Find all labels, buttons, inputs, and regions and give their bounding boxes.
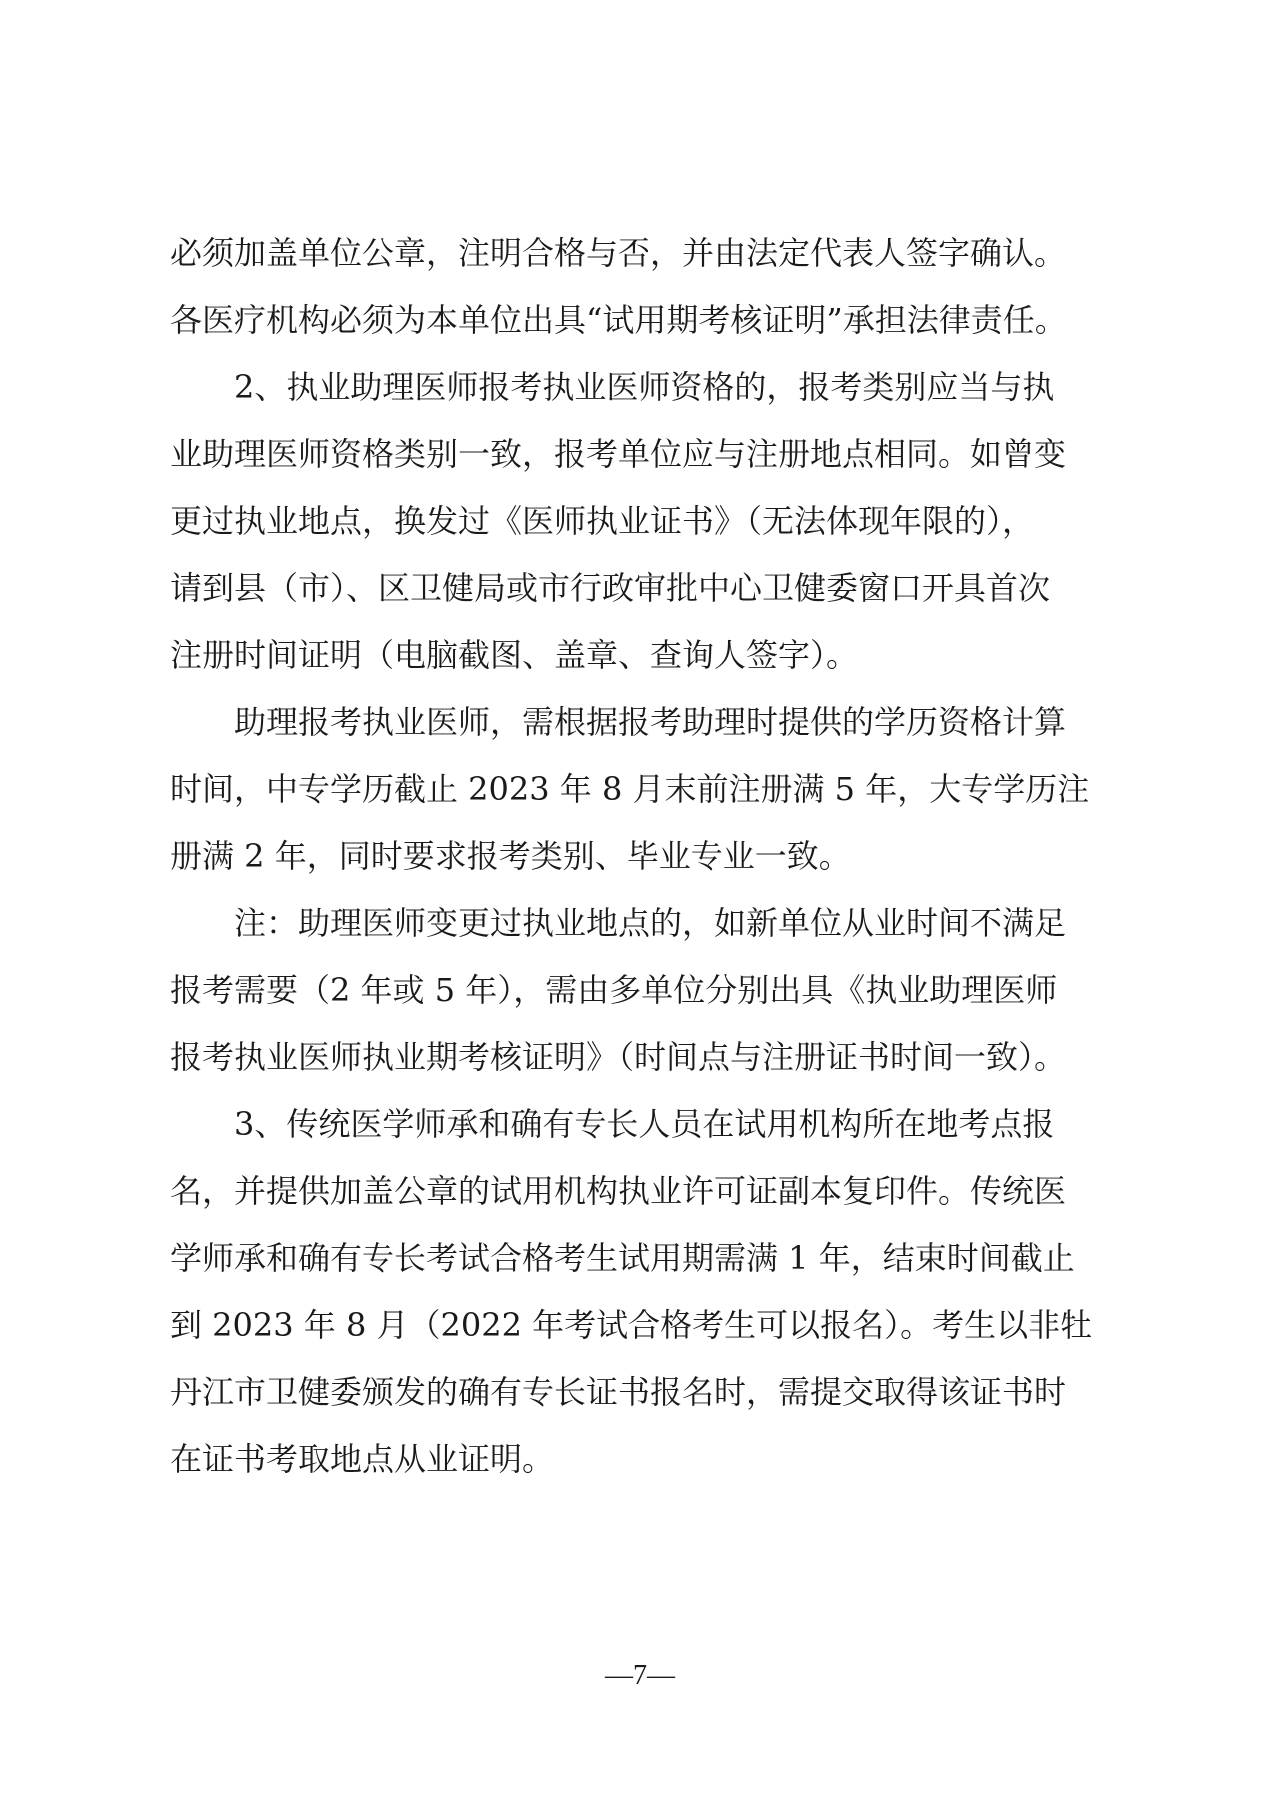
text-line: 3、传统医学师承和确有专长人员在试用机构所在地考点报 xyxy=(170,1105,1055,1143)
text-line: 助理报考执业医师，需根据报考助理时提供的学历资格计算 xyxy=(170,703,1067,741)
text-line: 更过执业地点，换发过《医师执业证书》（无法体现年限的）， xyxy=(170,502,1035,540)
text-line: 丹江市卫健委颁发的确有专长证书报名时，需提交取得该证书时 xyxy=(170,1373,1067,1411)
text-line: 必须加盖单位公章，注明合格与否，并由法定代表人签字确认。 xyxy=(170,234,1067,272)
text-line: 各医疗机构必须为本单位出具“试用期考核证明”承担法律责任。 xyxy=(170,301,1067,339)
text-line: 学师承和确有专长考试合格考生试用期需满 1 年，结束时间截止 xyxy=(170,1239,1075,1277)
text-line: 名，并提供加盖公章的试用机构执业许可证副本复印件。传统医 xyxy=(170,1172,1067,1210)
text-line: 业助理医师资格类别一致，报考单位应与注册地点相同。如曾变 xyxy=(170,435,1067,473)
text-line: 请到县（市）、区卫健局或市行政审批中心卫健委窗口开具首次 xyxy=(170,569,1051,607)
text-line: 册满 2 年，同时要求报考类别、毕业专业一致。 xyxy=(170,837,851,875)
text-line: 注册时间证明（电脑截图、盖章、查询人签字）。 xyxy=(170,636,859,674)
text-line: 到 2023 年 8 月（2022 年考试合格考生可以报名）。考生以非牡 xyxy=(170,1306,1093,1344)
text-line: 报考执业医师执业期考核证明》（时间点与注册证书时间一致）。 xyxy=(170,1038,1067,1076)
text-line: 2、执业助理医师报考执业医师资格的，报考类别应当与执 xyxy=(170,368,1055,406)
text-line: 时间，中专学历截止 2023 年 8 月末前注册满 5 年，大专学历注 xyxy=(170,770,1090,808)
text-line: 在证书考取地点从业证明。 xyxy=(170,1440,555,1478)
text-line: 报考需要（2 年或 5 年），需由多单位分别出具《执业助理医师 xyxy=(170,971,1058,1009)
body-text xyxy=(170,220,1118,1493)
text-line: 注：助理医师变更过执业地点的，如新单位从业时间不满足 xyxy=(170,904,1067,942)
page-number: —7— xyxy=(605,1660,675,1691)
